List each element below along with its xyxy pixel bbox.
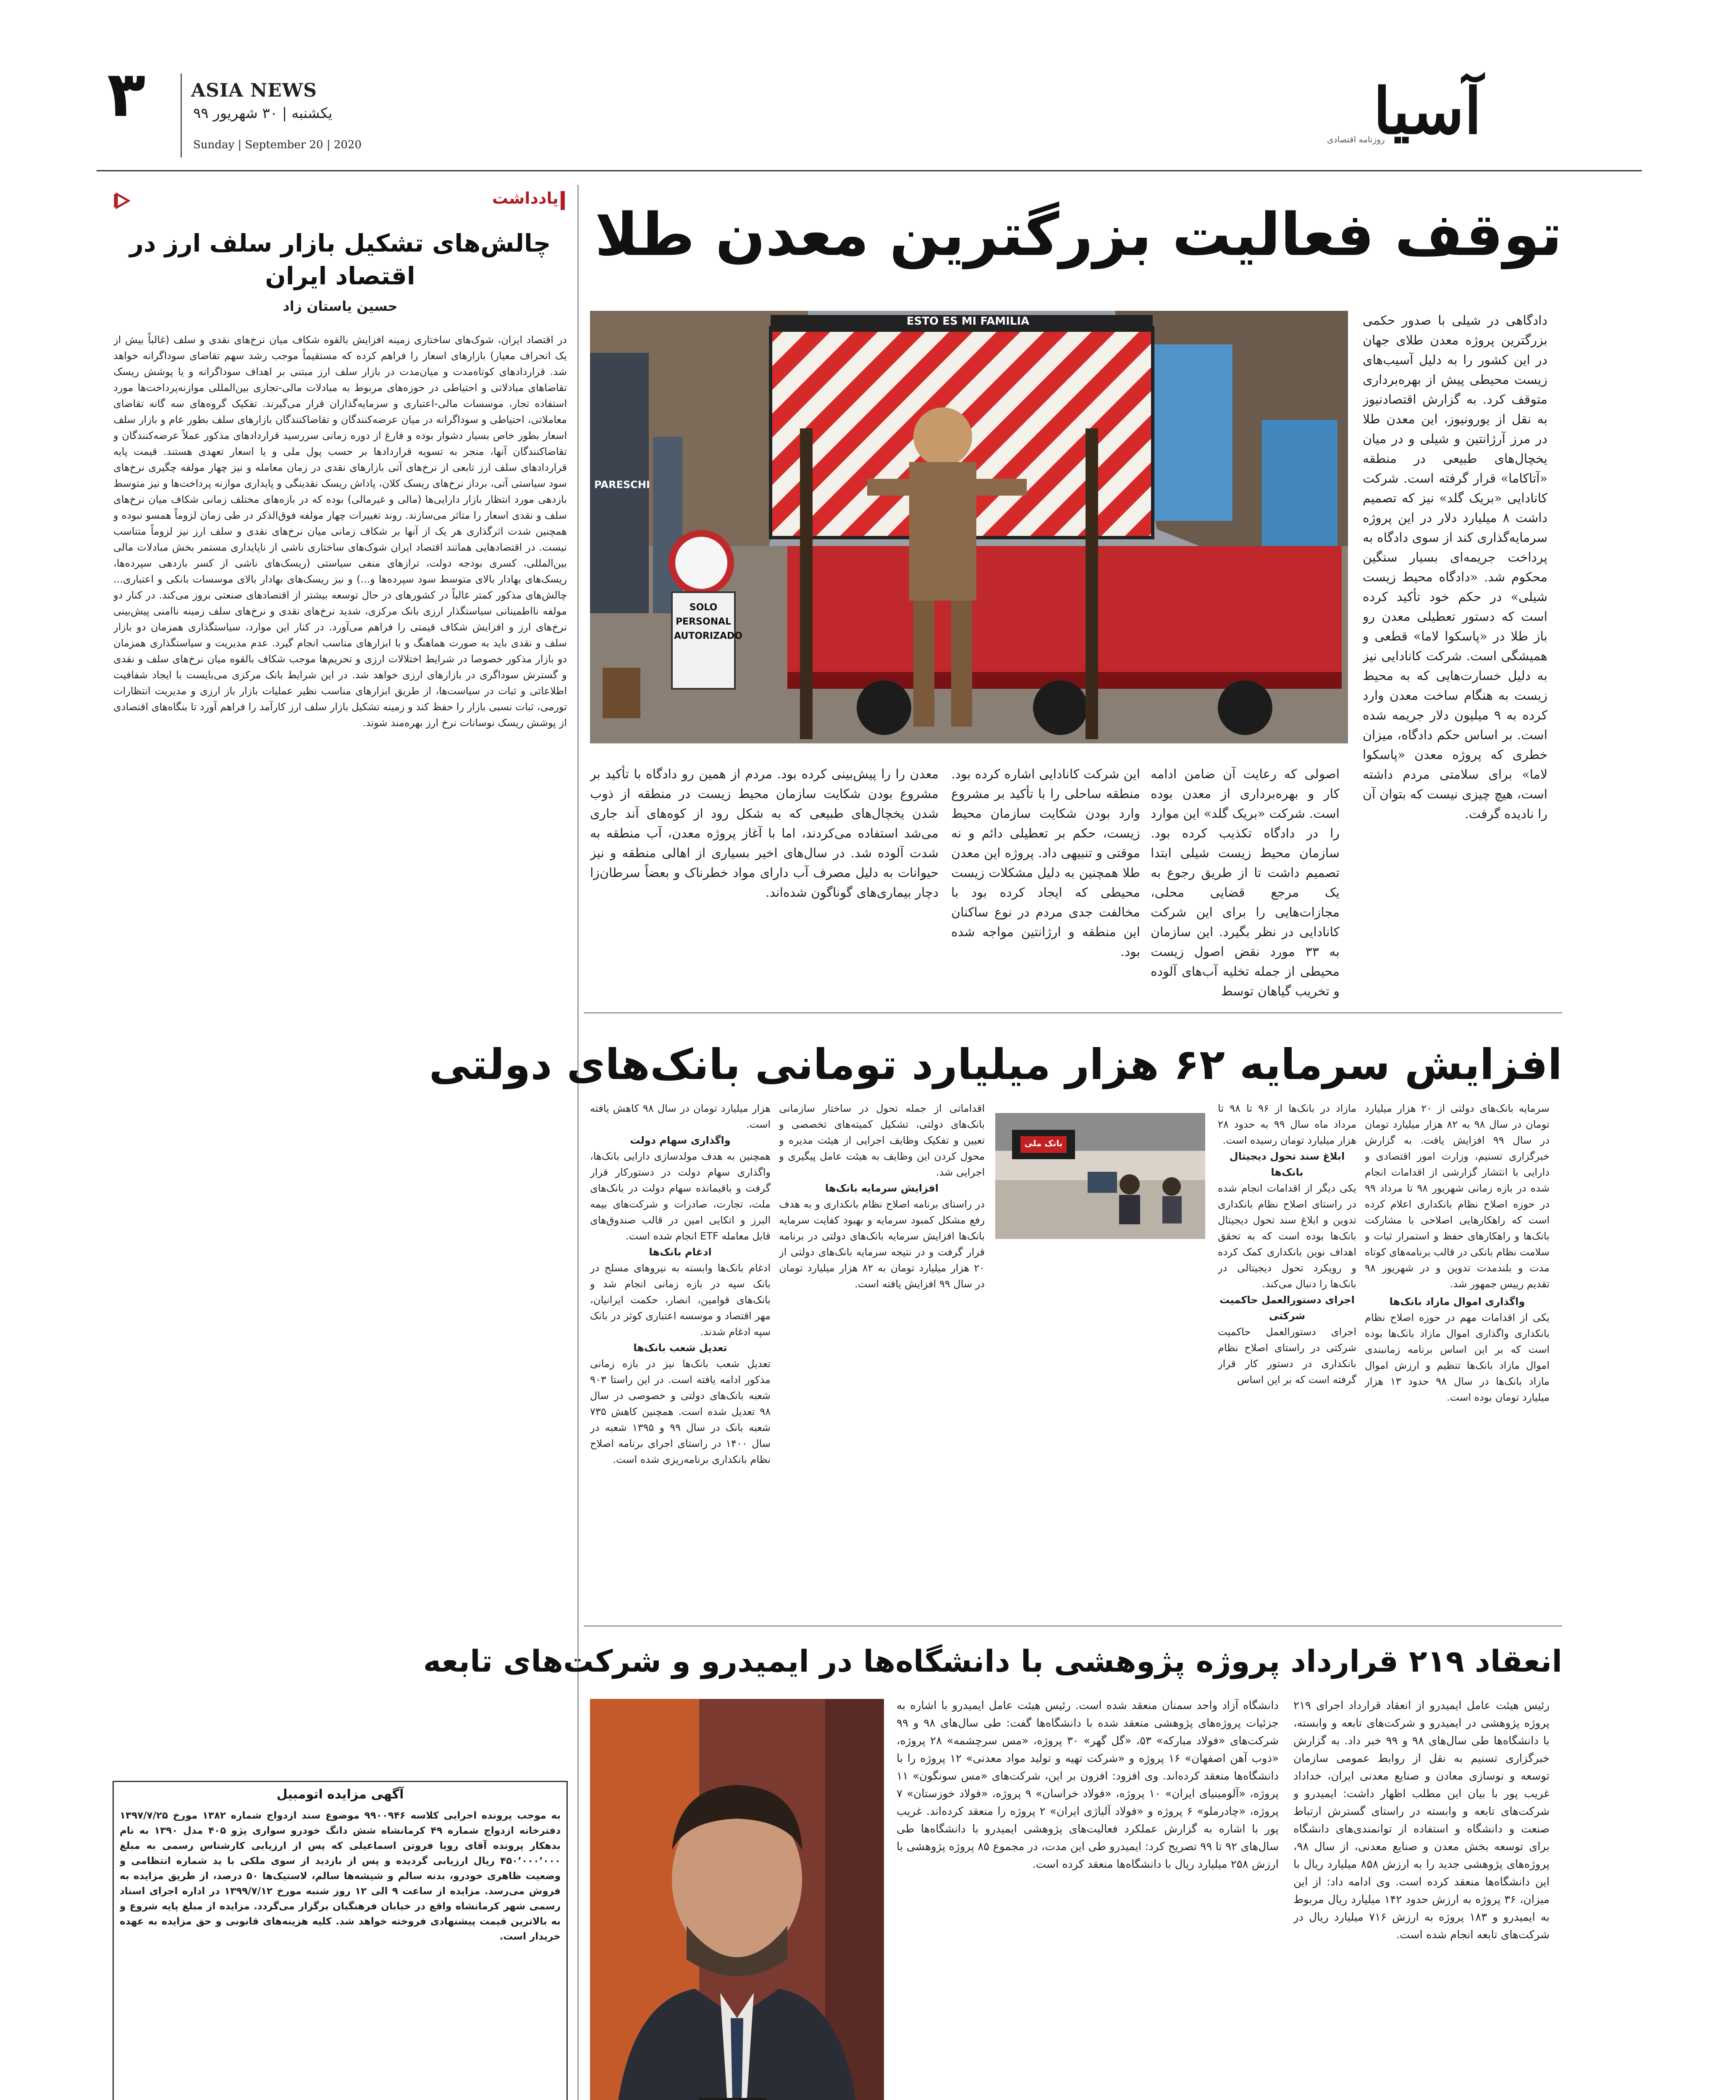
story2-col3-subhead: افزایش سرمایه بانک‌ها [825, 1182, 939, 1194]
divider-story2 [584, 1625, 1562, 1627]
opinion-column-rule [577, 185, 579, 2100]
page-number: ۳ [107, 58, 146, 131]
story2-column-2 [1218, 1100, 1356, 1613]
masthead-en: ASIA NEWS [191, 80, 317, 101]
story2-col3-text-b: در راستای برنامه اصلاح نظام بانکداری و به هدف رفع مشکل کمبود سرمایه و بهبود کفایت سرمایه بانک‌ها افزایش سرمایه بانک‌های دولتی در برنامه قرار گرفت و در نتیجه سرمایه بانک‌های دولتی از ۲۰ هزار میلیارد تومان به ۸۲ هزار میلیارد تومان در سال ۹۹ افزایش یافته است. [779, 1198, 985, 1290]
photo-sign-bottom: SOLO PERSONAL AUTORIZADO [674, 602, 742, 641]
date-fa: یکشنبه | ۳۰ شهریور ۹۹ [193, 105, 333, 122]
date-en: Sunday | September 20 | 2020 [193, 139, 362, 151]
ad1-body: به موجب پرونده اجرایی کلاسه ۹۹۰۰۹۴۶ موضوع سند ازدواج شماره ۱۳۸۲ مورخ ۱۳۹۷/۷/۲۵ دفترخانه ازدواج شماره ۴۹ کرمانشاه شش دانگ خودرو سواری پژو ۴۰۵ مدل ۱۳۹۰ به نام بدهکار پرونده آقای رویا فروتن اسماعیلی که پس از ارزیابی کارشناس رسمی به مبلغ ۴۵۰٬۰۰۰٬۰۰۰ ریال ارزیابی گردیده و پس از بازدید از سوی ملکی با ید شماره انتظامی و وضعیت ظاهری خودرو، بدنه سالم و شیشه‌ها سالم، لاستیک‌ها ۵۰ درصد، از طریق مزایده به فروش می‌رسد. مزایده از ساعت ۹ الی ۱۲ روز شنبه مورخ ۱۳۹۹/۷/۱۲ در اداره اجرای اسناد رسمی شهر کرمانشاه واقع در خیابان فرهنگیان برگزار می‌گردد. مزایده از مبلغ پایه شروع و به بالاترین قیمت پیشنهادی فروخته خواهد شد. کلیه هزینه‌های قانونی و حق مزایده به عهده خریدار است. [120, 1810, 561, 1942]
story2-column-4 [590, 1100, 771, 1613]
story3-column-1: رئیس هیئت عامل ایمیدرو از انعقاد قرارداد اجرای ۲۱۹ پروژه پژوهشی در ایمیدرو و شرکت‌های تابعه و وابسته، با دانشگاه‌ها طی سال‌های ۹۸ و ۹۹ خبر داد. به گزارش خبرگزاری تسنیم به نقل از روابط عمومی سازمان توسعه و نوسازی معادن و صنایع معدنی ایران، خداداد غریب پور با بیان این مطلب اظهار داشت: ایمیدرو و شرکت‌های تابعه و وابسته در راستای گسترش ارتباط صنعت و دانشگاه و استفاده از توانمندی‌های دانشگاه برای توسعه بخش معدن و صنایع معدنی، از سال ۹۸، پروژه‌های پژوهشی جدید را به ارزش ۸۵۸ میلیارد ریال با این دانشگاه‌ها منعقد کرده است. وی ادامه داد: از این میزان، ۳۶ پروژه به ارزش حدود ۱۴۲ میلیارد ریال مربوط به ایمیدرو و ۱۸۳ پروژه به ارزش ۷۱۶ میلیارد ریال در شرکت‌های تابعه انجام شده است. [1293, 1699, 1550, 1941]
photo-sign-left: PARESCHI [594, 479, 650, 491]
logo-subtitle: روزنامه اقتصادی [1327, 134, 1385, 144]
header-rule [97, 170, 1642, 171]
story2-col4-text-d: تعدیل شعب بانک‌ها نیز در بازه زمانی مذکور ادامه یافته است. در این راستا ۹۰۳ شعبه بانک‌های دولتی و خصوصی در سال ۹۸ تعدیل شده است. همچنین کاهش ۷۳۵ شعبه بانک در سال ۹۹ و ۱۳۹۵ شعبه در سال ۱۴۰۰ در راستای اجرای برنامه اصلاح نظام بانکداری برنامه‌ریزی شده است. [590, 1358, 771, 1465]
story2-col2-text: مازاد در بانک‌ها از ۹۶ تا ۹۸ تا مرداد ماه سال ۹۹ به حدود ۲۸ هزار میلیارد تومان رسیده است. [1218, 1102, 1356, 1146]
story3-column-2: دانشگاه آزاد واحد سمنان منعقد شده است. رئیس هیئت عامل ایمیدرو با اشاره به جزئیات پروژه‌های پژوهشی منعقد شده با دانشگاه‌ها گفت: طی سال‌های ۹۸ و ۹۹ شرکت‌های «فولاد مبارکه» ۵۳، «گل گهر» ۳۰ پروژه، «مس سرچشمه» ۲۸ پروژه، «ذوب آهن اصفهان» ۱۶ پروژه و «شرکت تهیه و تولید مواد معدنی» ۱۲ پروژه را با دانشگاه‌ها منعقد کرده‌اند. وی افزود: افزون بر این، شرکت‌های «مس سونگون» ۱۱ پروژه، «آلومینیای ایران» ۱۰ پروژه، «فولاد خراسان» ۹ پروژه، «فولاد خوزستان» ۷ پروژه، «چادرملو» ۶ پروژه و «فولاد آلیاژی ایران» ۲ پروژه را منعقد کرده‌اند. غریب پور با اشاره به گزارش عملکرد فعالیت‌های پژوهشی ایمیدرو با دانشگاه‌ها طی سال‌های ۹۲ تا ۹۹ تصریح کرد: ایمیدرو طی این مدت، در مجموع ۸۵ پروژه پژوهشی با ارزش ۲۵۸ میلیارد ریال با دانشگاه‌ها منعقد کرده است. [897, 1699, 1279, 1871]
story2-col2-text-c: اجرای دستورالعمل حاکمیت شرکتی در راستای اصلاح نظام بانکداری در دستور کار قرار گرفته است که بر این اساس [1218, 1326, 1356, 1386]
story2-col4-text-b: همچنین به هدف مولدسازی دارایی بانک‌ها، واگذاری سهام دولت در دستورکار قرار گرفت و باقیمانده سهام دولت در بانک‌های ملت، تجارت، صادرات و شرکت‌های بیمه البرز و اتکایی امین در قالب صندوق‌های قابل معامله ETF انجام شده است. [590, 1150, 771, 1242]
photo-sign-top: ESTO ES MI FAMILIA [906, 315, 1030, 328]
bank-branch-photo [995, 1113, 1205, 1239]
story1-headline: توقف فعالیت بزرگترین معدن طلا [595, 201, 1562, 269]
story2-col4-text: هزار میلیارد تومان در سال ۹۸ کاهش یافته است. [590, 1102, 771, 1130]
story2-col2-text-b: یکی دیگر از اقدامات انجام شده در راستای اصلاح نظام بانکداری تدوین و ابلاغ سند تحول دیجیتال بانک‌ها بوده است که به تحقق اهداف نوین بانکداری کمک کرده و رویکرد تحول دیجیتالی در بانک‌ها را دنبال می‌کند. [1218, 1182, 1356, 1290]
story2-headline: افزایش سرمایه ۶۲ هزار میلیارد تومانی بانک‌های دولتی [429, 1040, 1562, 1089]
opinion-body: در اقتصاد ایران، شوک‌های ساختاری زمینه افزایش بالقوه شکاف میان نرخ‌های نقدی و سلف (غالباً بیش از یک انحراف معیار) بازارهای اسعار را فراهم کرده که مستقیماً موجب رشد سهم تقاضای سوداگرانه خواهد شد. قراردادهای کوتاه‌مدت و میان‌مدت در بازار سلف ارز مبتنی بر اهداف سوداگرانه و یا پوشش ریسک تقاضاهای مبادلاتی و احتیاطی در حوزه‌های مربوط به مبادلات مالی-تجاری بین‌المللی موازنه‌پرداخت‌ها مورد استفاده تجار، موسسات مالی-اعتباری و سرمایه‌گذاران قرار می‌گیرند. تفکیک گروه‌های سه گانه تقاضای معاملاتی، احتیاطی و سوداگرانه در میان عرضه‌کنندگان و تقاضاکنندگان بازارهای سلف بطور عام و بازار سلف اسعار بطور خاص بسیار دشوار بوده و فارغ از دوره زمانی سررسید قراردادهای مذکور عملاً عرضه‌کنندگان و تقاضاکنندگان آنها، منجر به تسویه قراردادها بر حسب پول ملی و یا اسعار تعهدی هستند. قیمت پایه قراردادهای سلف ارز تابعی از نرخ‌های آتی بازارهای نقدی در زمان معامله و نیز چهار مولفه چگیری نرخ‌های سود سیاستی آتی، برداز نرخ‌های ریسک کلان، پاداش ریسک نقدینگی و پایداری موازنه پرداخت‌ها و نیز متوسط بازدهی مورد انتظار بازار دارایی‌ها (مالی و غیرمالی) بوده که در بازه‌های مختلف زمانی شکاف میان نرخ‌های سلف و نقدی اسعار را متاثر می‌سازند. روند تغییرات چهار مولفه فوق‌الذکر در طی زمان لزوماً همسو نبوده و همچنین شدت اثرگذاری هر یک از آنها بر شکاف زمانی میان نرخ‌های نقدی و سلف ارز نیز لزوماً متناسب نیست. در اقتصادهایی همانند اقتصاد ایران شوک‌های ساختاری ناشی از ناپایداری مستمر بخش مبادلات مالی بین‌المللی، کسری بودجه دولت، ترازهای منفی سیاستی (ریسک‌های ناشی از کسر بازدهی سپرده‌ها، ریسک‌های بهادار بالای متوسط سود سپرده‌ها و...) و نیز ریسک‌های بهادار بالای موسسات بانکی و اعتباری... چالش‌های مذکور کمتر غالباً در کشورهای در حال توسعه بیشتر از اقتصادهای صنعتی بروز می‌کند. در کنار دو مولفه نااطمینانی سیاستگذار ارزی بانک مرکزی، شدید نرخ‌های نقدی و نرخ‌های سلف زمینه ناامنی پیش‌بینی نرخ‌های ارز و افزایش شکاف قیمتی را فراهم می‌آورد. در کنار این موارد، سیاستگذاری همزمان دو بازار سلف و نقدی باید به صورت هماهنگ و با ابزارهای مناسب انجام گیرد. عدم مدیریت و سیاستگذاری همزمان دو بازار مذکور خصوصا در شرایط اختلالات ارزی و تحریم‌ها موجب شکاف بالقوه میان نرخ‌های سلف و نقدی و گسترش سوداگری در بازارهای ارزی خواهد شد. در این شرایط بانک مرکزی می‌بایست با ایجاد شفافیت اطلاعاتی و ثبات در سیاست‌ها، از طریق ابزارهای مناسب نظیر عملیات بازار باز ارزی و مدیریت انتظارات تورمی، ثبات نسبی بازار را حفظ کند و زمینه تشکیل بازار سلف ارز کارآمد را فراهم آورد تا بنگاه‌های اقتصادی از پوشش ریسک نوسانات نرخ ارز بهره‌مند شوند. [113, 334, 567, 729]
story2-col4-subhead-2: ادغام بانک‌ها [649, 1246, 712, 1258]
story2-col2-subhead: ابلاغ سند تحول دیجیتال بانک‌ها [1229, 1150, 1345, 1178]
story1-column-4: معدن را را پیش‌بینی کرده بود. مردم از همین رو دادگاه با تأکید بر مشروع بودن شکایت سازمان محیط زیست در منطقه از ذوب شدن یخچال‌های طبیعی که به شکل رود از کوه‌های آند جاری می‌شد استفاده می‌کردند، اما با آغاز پروژه معدن، آب منطقه به شدت آلوده شد. در سال‌های اخیر بسیاری از اهالی منطقه و نیز حیوانات به دلیل مصرف آب دارای مواد خطرناک و بعضاً سرطان‌زا دچار بیماری‌های گوناگون شده‌اند. [590, 767, 939, 900]
opinion-section-label: یادداشت [492, 189, 559, 207]
bank-sign-text: بانک ملی [1024, 1138, 1063, 1148]
story2-col1-subhead: واگذاری اموال مازاد بانک‌ها [1389, 1296, 1525, 1307]
story2-col1-text: سرمایه بانک‌های دولتی از ۲۰ هزار میلیارد تومان در سال ۹۸ به ۸۲ هزار میلیارد تومان در سال ۹۹ افزایش یافت. به گزارش خبرگزاری تسنیم، وزارت امور اقتصادی و دارایی با انتشار گزارشی از اقدامات انجام شده در بازه زمانی شهریور ۹۸ تا مرداد ۹۹ در حوزه اصلاح نظام بانکداری اعلام کرده است که راهکارهایی اصلاحی با مشارکت بانک‌ها و راهکارهای حفظ و استمرار ثبات و سلامت نظام بانکی در قالب برنامه‌های کوتاه مدت و بلندمدت تدوین و در شهریور ۹۸ تقدیم رییس جمهور شد. [1365, 1102, 1550, 1290]
story1-column-2: اصولی که رعایت آن ضامن ادامه کار و بهره‌برداری از معدن بوده است. شرکت «بریک گلد» این موارد را در دادگاه تکذیب کرده بود. سازمان محیط زیست شیلی ابتدا تصمیم داشت تا از طریق رجوع به یک مرجع قضایی محلی، مجازات‌هایی را برای این شرکت کانادایی در نظر بگیرد. این سازمان به ۳۳ مورد نقض اصول زیست محیطی از جمله تخلیه آب‌های آلوده و تخریب گیاهان توسط [1151, 767, 1340, 999]
gold-mine-protest-photo [590, 311, 1348, 743]
opinion-section-bar [561, 191, 565, 210]
story2-col4-text-c: ادغام بانک‌ها وابسته به نیروهای مسلح در بانک سپه در بازه زمانی انجام شد و بانک‌های قوامین، انصار، حکمت ایرانیان، مهر اقتصاد و موسسه اعتباری کوثر در بانک سپه ادغام شدند. [590, 1262, 771, 1338]
story1-column-1: دادگاهی در شیلی با صدور حکمی بزرگترین پروژه معدن طلای جهان در این کشور را به دلیل آسیب‌های زیست محیطی پیش از بهره‌برداری متوقف کرد. به گزارش اقتصادنیوز به نقل از یورونیوز، این معدن طلا در مرز آرژانتین و شیلی و در میان یخچال‌های طبیعی در منطقه «آتاکاما» قرار گرفته است. شرکت کانادایی «بریک گلد» نیز که تصمیم داشت ۸ میلیارد دلار در این پروژه سرمایه‌گذاری کند از سوی دادگاه به پرداخت جریمه‌ای بسیار سنگین محکوم شد. «دادگاه محیط زیست شیلی» در حکم خود تأکید کرده است که دستور تعطیلی معدن رو باز طلا در «پاسکوا لاما» قطعی و همیشگی است. شرکت کانادایی نیز به دلیل خسارت‌هایی که به محیط زیست به هنگام ساخت معدن وارد کرده به ۹ میلیون دلار جریمه شده است. بر اساس حکم دادگاه، میزان خطری که پروژه معدن «پاسکوا لاما» برای سلامتی مردم داشته است، هیچ چیزی نیست که بتوان آن را نادیده گرفت. [1363, 313, 1547, 822]
opinion-author: حسین یاستان زاد [283, 298, 398, 314]
play-icon [113, 192, 130, 209]
story2-col4-subhead: واگذاری سهام دولت [630, 1134, 731, 1146]
ad1-title: آگهی مزایده اتومبیل [276, 1787, 404, 1802]
opinion-headline: چالش‌های تشکیل بازار سلف ارز در اقتصاد ایران [129, 229, 551, 290]
story2-col1-text-b: یکی از اقدامات مهم در حوزه اصلاح نظام بانکداری واگذاری اموال مازاد بانک‌ها بوده است که بر این اساس برنامه زمانبندی اموال مازاد بانک‌ها تنظیم و ارزش اموال مازاد بانک‌ها در سال ۹۸ حدود ۱۳ هزار میلیارد تومان بوده است. [1365, 1312, 1550, 1403]
story1-column-3: این شرکت کانادایی اشاره کرده بود. منطقه ساحلی را با تأکید بر مشروع وارد بودن شکایت سازمان محیط زیست، حکم بر تعطیلی دائم و نه موقتی و تنبیهی داد. پروژه این معدن طلا همچنین به دلیل مشکلات زیست محیطی که ایجاد کرده بود با مخالفت جدی مردم در نوع ساکنان این منطقه و ارژانتین مواجه شده بود. [951, 767, 1140, 959]
masthead-logo: آسیا [1373, 74, 1482, 148]
divider-story1 [584, 1012, 1562, 1013]
header-separator [181, 74, 182, 158]
story2-col2-subhead-2: اجرای دستورالعمل حاکمیت شرکتی [1219, 1294, 1355, 1322]
story2-column-1 [1365, 1100, 1550, 1613]
story3-headline: انعقاد ۲۱۹ قرارداد پروژه پژوهشی با دانشگاه‌ها در ایمیدرو و شرکت‌های تابعه [423, 1643, 1562, 1679]
story2-col4-subhead-3: تعدیل شعب بانک‌ها [633, 1342, 727, 1354]
imidro-official-portrait [590, 1699, 884, 2100]
story2-col3-text: اقداماتی از جمله تحول در ساختار سازمانی بانک‌های دولتی، تشکیل کمیته‌های تخصصی و تعیین و تفکیک وظایف اجرایی از هیئت مدیره و محول کردن این وظایف به هیئت عامل پیگیری و اجرایی شد. [779, 1102, 985, 1178]
story2-column-3 [779, 1100, 985, 1613]
